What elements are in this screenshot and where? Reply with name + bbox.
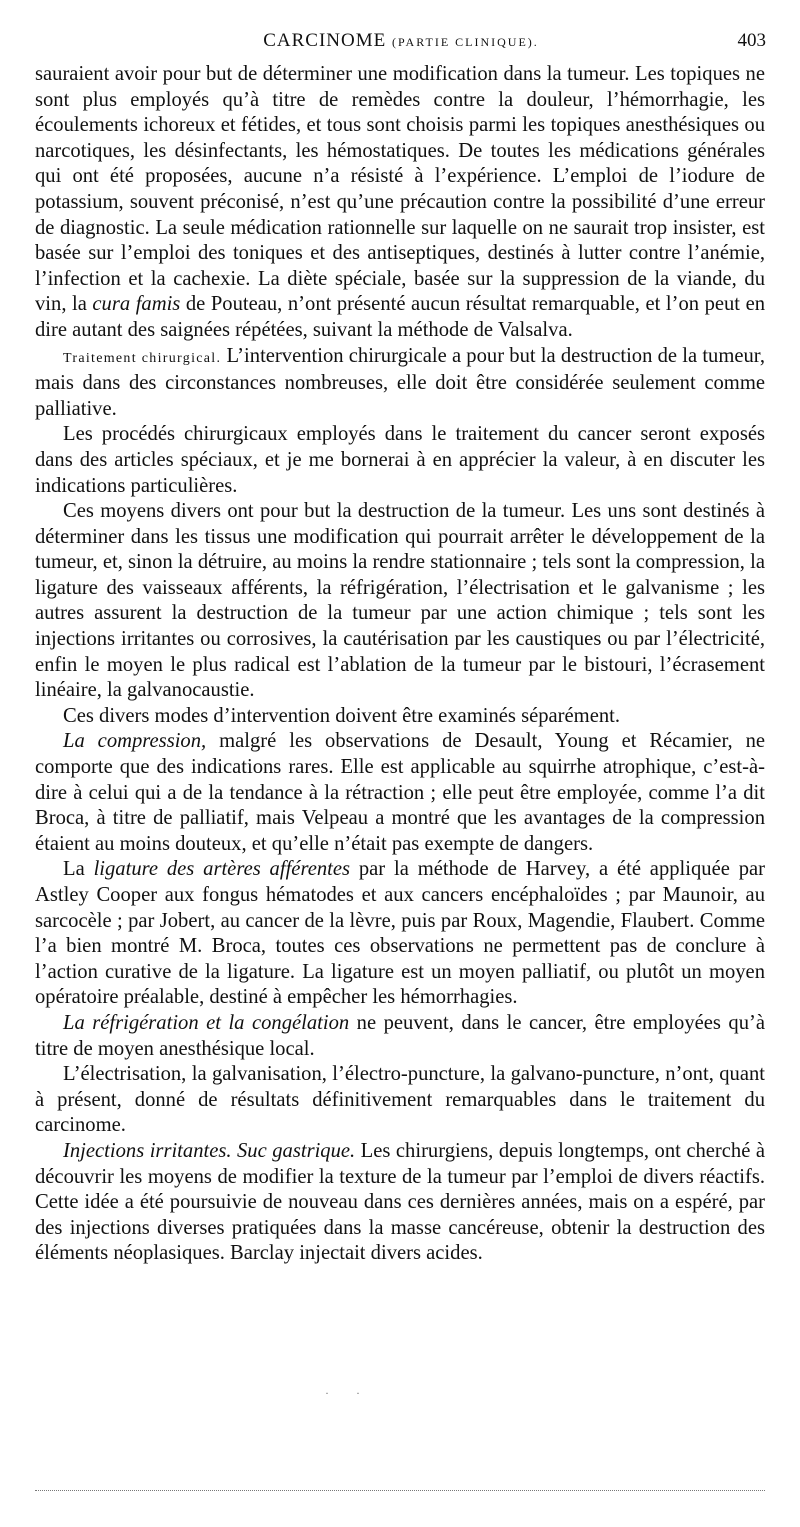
- paragraph-text: par la méthode de Harvey, a été appliquée par Astley Cooper aux fongus hématodes et aux cancers encéphaloïdes ; par Maunoir, au sarcocèle ; par Jobert, au cancer de la lèvre, puis par Roux, Magendie, Flaubert. Comme l’a bien montré M. Broca, toutes ces observations ne permettent pas de conclure à l’action curative de la ligature. La ligature est un moyen palliatif, ou plutôt un moyen opératoire préalable, destiné à empêcher les hémorrhagies.: [35, 858, 765, 1009]
- paragraph-text: Ces divers modes d’intervention doivent être examinés séparément.: [63, 704, 621, 727]
- paragraph: [35, 704, 765, 730]
- italic-term: cura famis: [92, 293, 181, 316]
- paragraph-text: La: [63, 858, 94, 881]
- footer-rule: [35, 1490, 765, 1491]
- paragraph: [35, 1139, 765, 1267]
- italic-term: Injections irritantes. Suc gastrique.: [63, 1139, 356, 1162]
- paragraph-text: Ces moyens divers ont pour but la destruction de la tumeur. Les uns sont destinés à déterminer dans les tissus une modification qui pourrait arrêter le développement de la tumeur, et, sinon la détruire, au moins la rendre stationnaire ; tels sont la compression, la ligature des vaisseaux afférents, la réfrigération, l’électrisation et le galvanisme ; les autres assurent la destruction de la tumeur par une action chimique ; tels sont les injections irritantes ou corrosives, la cautérisation par les caustiques ou par l’électricité, enfin le moyen le plus radical est l’ablation de la tumeur par le bistouri, l’écrasement linéaire, la galvanocaustie.: [35, 500, 765, 702]
- italic-term: ligature des artères afférentes: [93, 858, 351, 881]
- section-lead: Traitement chirurgical.: [63, 350, 222, 366]
- paragraph: [35, 344, 765, 423]
- paragraph: [35, 729, 765, 857]
- running-title-sub: (PARTIE CLINIQUE).: [391, 35, 539, 49]
- body-text: [35, 62, 765, 1267]
- print-specks: · ·: [325, 1386, 372, 1400]
- paragraph: [35, 857, 765, 1011]
- running-header: [36, 30, 766, 56]
- paragraph: [35, 1011, 765, 1062]
- paragraph: [35, 499, 765, 704]
- running-title-main: CARCINOME: [263, 30, 387, 51]
- paragraph-text: Les procédés chirurgicaux employés dans le traitement du cancer seront exposés dans des articles spéciaux, et je me bornerai à en apprécier la valeur, à en discuter les indications particulières.: [35, 423, 765, 497]
- paragraph-text: de Pouteau, n’ont présenté aucun résultat remarquable, et l’on peut en dire autant des saignées répétées, suivant la méthode de Valsalva.: [35, 293, 766, 341]
- paragraph-text: L’électrisation, la galvanisation, l’électro-puncture, la galvano-puncture, n’ont, quant à présent, donné de résultats définitivement remarquables dans le traitement du carcinome.: [35, 1063, 765, 1137]
- paragraph-text: malgré les observations de Desault, Young et Récamier, ne comporte que des indications rares. Elle est applicable au squirrhe atrophique, c’est-à-dire à celui qui a de la tendance à la rétraction ; elle peut être employée, comme l’a dit Broca, à titre de palliatif, mais Velpeau a montré que les avantages de la compression étaient au moins douteux, et qu’elle n’était pas exempte de dangers.: [35, 730, 766, 855]
- paragraph-text: sauraient avoir pour but de déterminer une modification dans la tumeur. Les topiques ne sont plus employés qu’à titre de remèdes contre la douleur, l’hémorrhagie, les écoulements ichoreux et fétides, et tous sont choisis parmi les topiques anesthésiques ou narcotiques, les désinfectants, les hémostatiques. De toutes les médications générales qui ont été proposées, aucune n’a résisté à l’expérience. L’emploi de l’iodure de potassium, souvent préconisé, n’est qu’une précaution contre la possibilité d’une erreur de diagnostic. La seule médication rationnelle sur laquelle on ne saurait trop insister, est basée sur l’emploi des toniques et des antiseptiques, destinés à lutter contre l’anémie, l’infection et la cachexie. La diète spéciale, basée sur la suppression de la viande, du vin, la: [35, 63, 765, 316]
- paragraph: [35, 62, 765, 344]
- paragraph-text: L’intervention chirurgicale a pour but la destruction de la tumeur, mais dans des circonstances nombreuses, elle doit être considérée seulement comme palliative.: [35, 344, 765, 420]
- paragraph-text: ne peuvent, dans le cancer, être employées qu’à titre de moyen anesthésique local.: [35, 1011, 765, 1060]
- running-title: [36, 30, 766, 52]
- paragraph-text: Les chirurgiens, depuis longtemps, ont cherché à découvrir les moyens de modifier la texture de la tumeur par l’emploi de divers réactifs. Cette idée a été poursuivie de nouveau dans ces dernières années, mais on a espéré, par des injections diverses pratiquées dans la masse cancéreuse, obtenir la destruction des éléments néoplasiques. Barclay injectait divers acides.: [35, 1139, 765, 1265]
- italic-term: La compression,: [63, 730, 207, 753]
- paragraph: [35, 1062, 765, 1139]
- italic-term: La réfrigération et la congélation: [63, 1011, 350, 1034]
- paragraph: [35, 422, 765, 499]
- page-number: 403: [737, 30, 766, 51]
